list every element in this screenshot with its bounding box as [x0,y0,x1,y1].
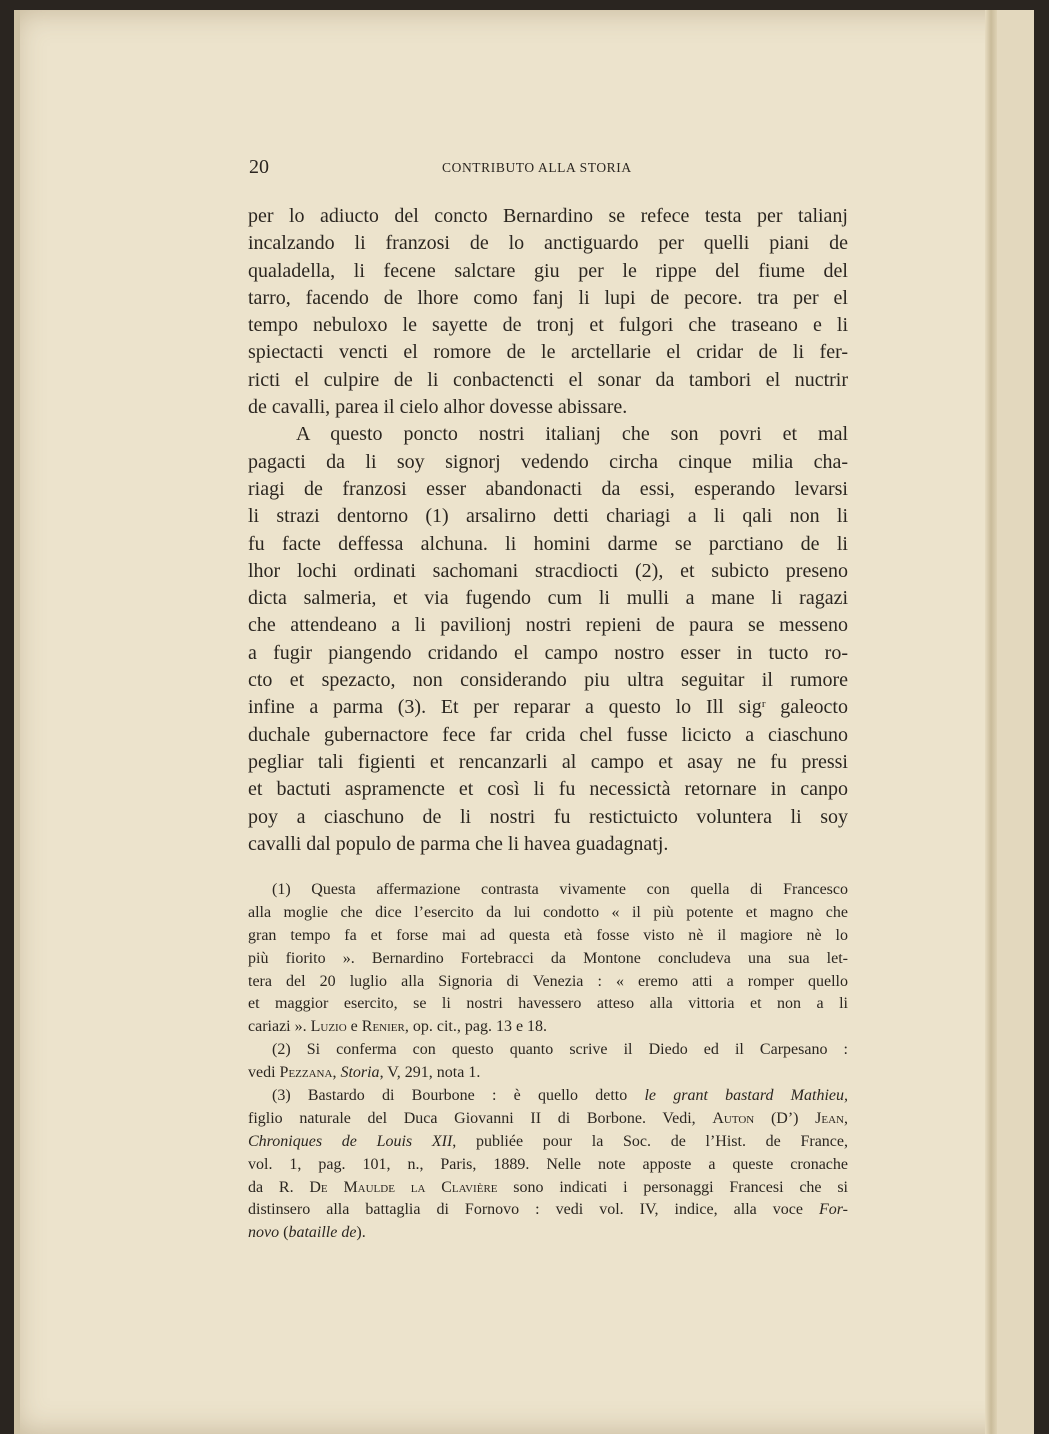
footnote-line: vedi Pezzana, Storia, V, 291, nota 1. [248,1064,481,1082]
footnote-line: gran tempo fa et forse mai ad questa età fosse visto nè il magiore nè lo [248,926,848,944]
footnote-line: più fiorito ». Bernardino Fortebracci da Montone concludeva una sua let- [248,949,848,967]
footnote-line: alla moglie che dice l’esercito da lui condotto « il più potente et magno che [248,903,848,921]
footnote-line: novo (bataille de). [248,1224,366,1242]
text-line: duchale gubernactore fece far crida chel fusse licicto a ciaschuno [248,723,848,746]
footnote-line: (3) Bastardo di Bourbone : è quello detto le grant bastard Mathieu, [272,1087,849,1105]
text-line: li strazi dentorno (1) arsalirno detti chariagi a li qali non li [248,505,848,528]
footnote-line: distinsero alla battaglia di Fornovo : vedi vol. IV, indice, alla voce For- [248,1201,848,1219]
page-gutter [985,10,997,1434]
text-line: spiectacti vencti el romore de le arctellarie el cridar de li fer- [248,341,848,364]
text-line: riagi de franzosi esser abandonacti da essi, esperando levarsi [248,477,848,500]
text-line: qualadella, li fecene salctare giu per le rippe del fiume del [248,259,848,282]
text-line: A questo poncto nostri italianj che son povri et mal [296,423,848,446]
text-line: de cavalli, parea il cielo alhor dovesse abissare. [248,396,628,419]
footnote-line: figlio naturale del Duca Giovanni II di Borbone. Vedi, Auton (D’) Jean, [248,1109,848,1127]
footnote-line: da R. De Maulde la Clavière sono indicati i personaggi Francesi che si [248,1178,849,1196]
footnote-line: vol. 1, pag. 101, n., Paris, 1889. Nelle note apposte a queste cronache [248,1155,848,1173]
footnotes [248,879,848,1245]
text-line: infine a parma (3). Et per reparar a questo lo Ill sig$^r$ galeocto [248,696,848,719]
page-number: 20 [249,156,269,178]
text-line: et bactuti aspramencte et così li fu necessictà retornare in canpo [248,778,848,801]
text-line: dicta salmeria, et via fugendo cum li mulli a mane li ragazi [248,587,848,610]
footnote-line: (1) Questa affermazione contrasta vivamente con quella di Francesco [272,881,848,898]
footnote-line: tera del 20 luglio alla Signoria di Venezia : « eremo atti a romper quello [248,972,848,990]
page-edge [14,10,20,1434]
text-line: cto et spezacto, non considerando piu ultra seguitar il rumore [248,669,848,692]
text-line: a fugir piangendo cridando el campo nostro esser in tucto ro- [248,641,848,664]
main-text [248,203,848,858]
next-page-edge [997,10,1034,1434]
text-line: poy a ciaschuno de li nostri fu restictuicto voluntera li soy [248,805,848,828]
footnote-line: (2) Si conferma con questo quanto scrive il Diedo ed il Carpesano : [272,1041,848,1059]
running-title: CONTRIBUTO ALLA STORIA [442,160,632,175]
text-line: fu facte deffessa alchuna. li homini darme se parctiano de li [248,532,848,555]
text-line: pegliar tali figienti et rencanzarli al campo et asay ne fu pressi [248,750,848,773]
footnote-line: et maggior esercito, se li nostri havessero atteso alla vittoria et non a li [248,995,848,1013]
text-line: lhor lochi ordinati sachomani stracdiocti (2), et subicto preseno [248,559,848,582]
text-line: pagacti da li soy signorj vedendo circha cinque milia cha- [248,450,848,473]
text-line: tarro, facendo de lhore como fanj li lupi de pecore. tra per el [248,286,848,309]
text-line: per lo adiucto del concto Bernardino se refece testa per talianj [248,205,848,227]
text-line: che attendeano a li pavilionj nostri repieni de paura se messeno [248,614,848,637]
text-line: tempo nebuloxo le sayette de tronj et fulgori che traseano e li [248,314,848,337]
text-line: ricti el culpire de li conbactencti el sonar da tambori el nuctrir [248,368,848,391]
footnote-line: cariazi ». Luzio e Renier, op. cit., pag. 13 e 18. [248,1018,548,1036]
text-line: incalzando li franzosi de lo anctiguardo per quelli piani de [248,232,848,255]
footnote-line: Chroniques de Louis XII, publiée pour la Soc. de l’Hist. de France, [248,1132,848,1150]
text-line: cavalli dal populo de parma che li havea guadagnatj. [248,832,669,855]
